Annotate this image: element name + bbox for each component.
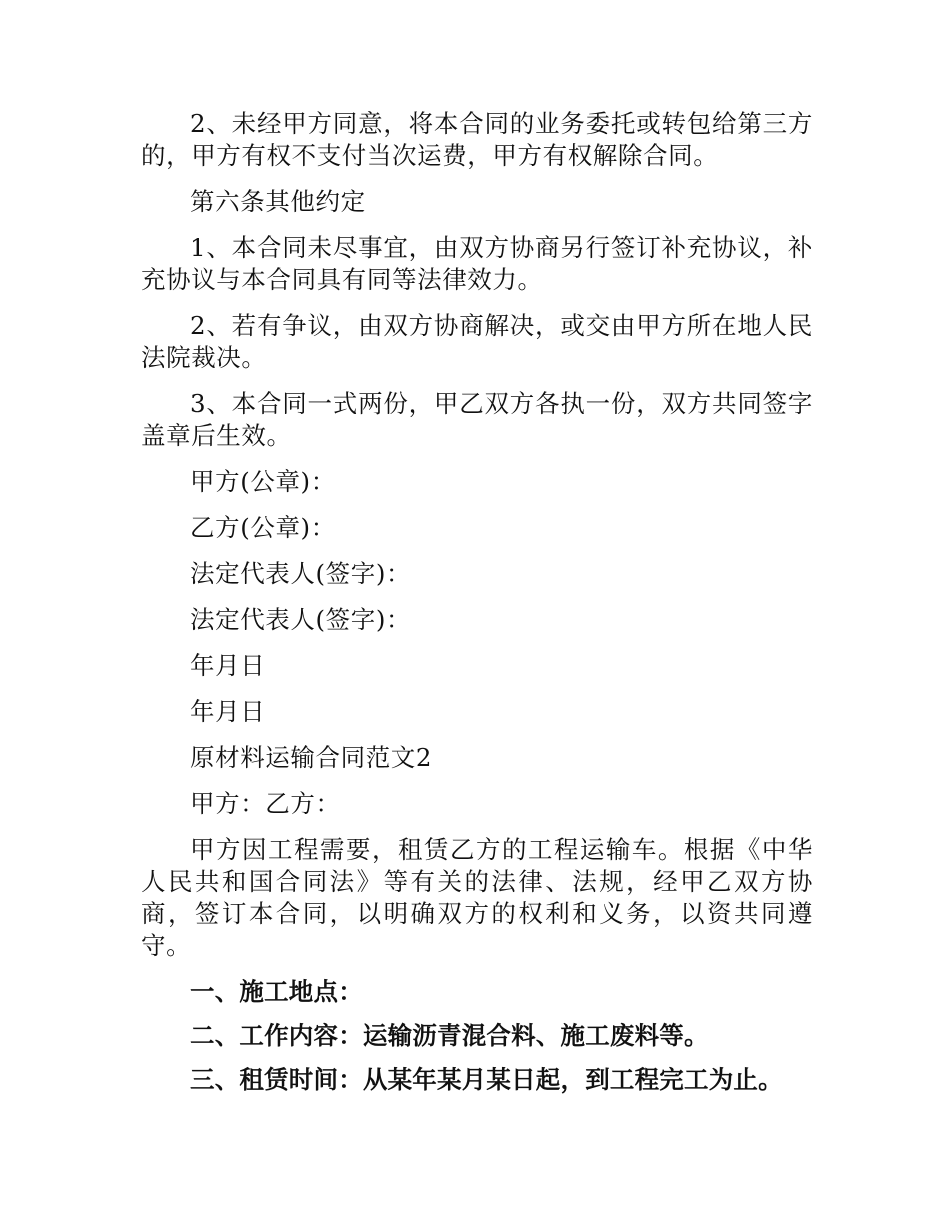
date-line: 年月日	[190, 651, 266, 680]
construction-site-item: 一、施工地点：	[190, 977, 363, 1006]
legal-rep-signature-line: 法定代表人(签字)：	[190, 605, 412, 634]
contract-title: 原材料运输合同范文2	[190, 743, 433, 772]
section-heading: 第六条其他约定	[190, 187, 366, 216]
clause-paragraph: 1、本合同未尽事宜，由双方协商另行签订补充协议，补充协议与本合同具有同等法律效力。	[141, 233, 813, 294]
clause-paragraph: 2、未经甲方同意，将本合同的业务委托或转包给第三方的，甲方有权不支付当次运费，甲方有权解除合同。	[141, 109, 813, 170]
work-content-item: 二、工作内容：运输沥青混合料、施工废料等。	[190, 1021, 709, 1050]
party-a-seal-line: 甲方(公章)：	[190, 467, 336, 496]
lease-period-item: 三、租赁时间：从某年某月某日起，到工程完工为止。	[190, 1065, 783, 1094]
parties-line: 甲方：乙方：	[190, 789, 341, 818]
document-page	[141, 108, 813, 1108]
preamble-paragraph: 甲方因工程需要，租赁乙方的工程运输车。根据《中华人民共和国合同法》等有关的法律、法规，经甲乙双方协商，签订本合同，以明确双方的权利和义务，以资共同遵守。	[141, 835, 813, 960]
legal-rep-signature-line: 法定代表人(签字)：	[190, 559, 412, 588]
date-line: 年月日	[190, 697, 266, 726]
clause-paragraph: 2、若有争议，由双方协商解决，或交由甲方所在地人民法院裁决。	[141, 311, 813, 372]
clause-paragraph: 3、本合同一式两份，甲乙双方各执一份，双方共同签字盖章后生效。	[141, 389, 813, 450]
party-b-seal-line: 乙方(公章)：	[190, 513, 336, 542]
